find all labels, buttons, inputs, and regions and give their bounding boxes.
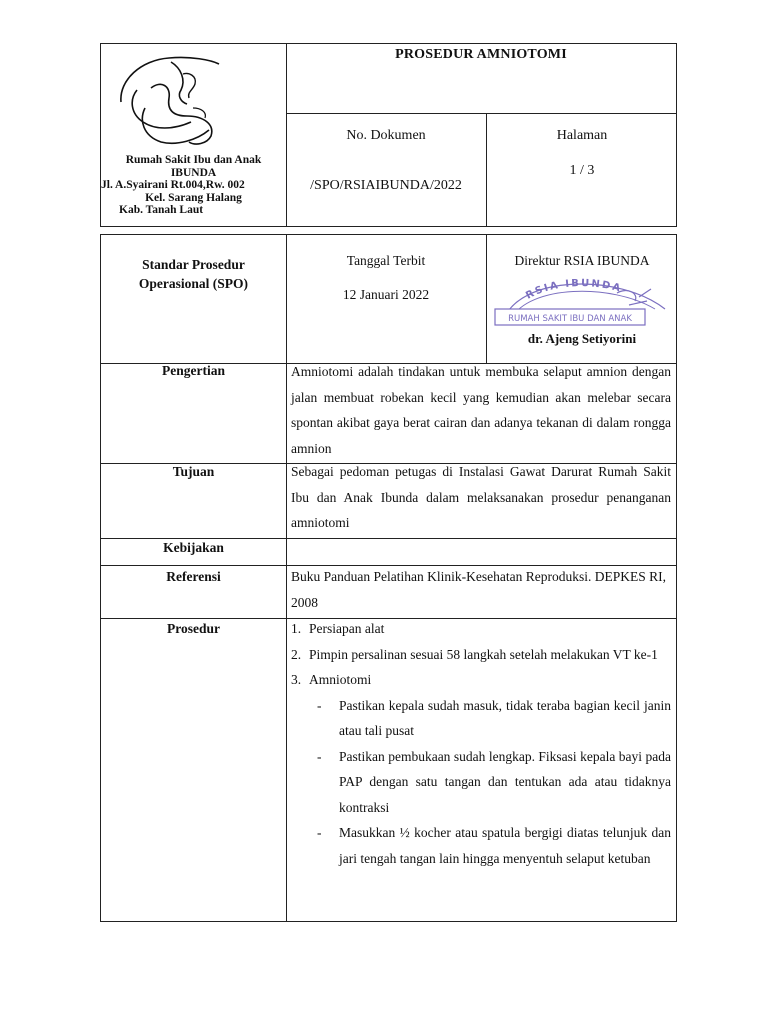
bullet-dash: - (317, 748, 322, 764)
bullet-dash: - (317, 825, 322, 840)
director-label: Direktur RSIA IBUNDA (514, 253, 650, 268)
list-item (291, 616, 671, 642)
director-name: dr. Ajeng Setiyorini (527, 331, 637, 346)
tujuan-label: Tujuan (172, 464, 215, 479)
issue-date-label: Tanggal Terbit (346, 253, 426, 268)
step-text: Pimpin persalinan sesuai 58 langkah setelah melakukan VT ke-1 (309, 646, 658, 662)
pengertian-label: Pengertian (162, 363, 225, 378)
header-divider-row (286, 113, 676, 114)
issue-date-value: 12 Januari 2022 (342, 287, 430, 302)
referensi-label: Referensi (166, 569, 221, 584)
row-divider (101, 538, 676, 539)
spo-label (101, 255, 286, 293)
doc-number-value: /SPO/RSIAIBUNDA/2022 (310, 178, 462, 193)
substep-text: Pastikan pembukaan sudah lengkap. Fiksasi kepala bayi pada PAP dengan satu tangan dan tentukan ada atau tidaknya kontraksi (339, 748, 671, 815)
document-title: PROSEDUR AMNIOTOMI (395, 47, 567, 62)
doc-number-label: No. Dokumen (346, 128, 426, 143)
bullet-dash: - (317, 697, 322, 713)
prosedur-steps (291, 616, 671, 693)
step-number: 2. (291, 646, 302, 662)
step-text: Amniotomi (309, 672, 372, 687)
list-item (291, 820, 671, 871)
list-item (291, 667, 671, 693)
substep-text: Pastikan kepala sudah masuk, tidak teraba bagian kecil janin atau tali pusat (339, 697, 671, 738)
mother-child-logo-icon (111, 50, 231, 150)
tujuan-text: Sebagai pedoman petugas di Instalasi Gawat Darurat Rumah Sakit Ibu dan Anak Ibunda dalam melaksanakan prosedur penanganan amniotomi (291, 464, 671, 530)
col-divider (286, 235, 287, 921)
step-text: Persiapan alat (309, 621, 385, 636)
page-value: 1 / 3 (569, 163, 595, 178)
spo-table (100, 234, 677, 922)
address-line: Kab. Tanah Laut (119, 204, 204, 217)
list-item (291, 693, 671, 744)
list-item (291, 642, 671, 668)
prosedur-content (291, 616, 671, 871)
pengertian-text: Amniotomi adalah tindakan untuk membuka selaput amnion dengan jalan membuat robekan kecil yang kemudian akan melebar secara spontan akibat gaya berat cairan dan adanya tekanan di dalam rongga amnion (291, 364, 671, 456)
amniotomi-substeps (291, 693, 671, 872)
address-line: Jl. A.Syairani Rt.004,Rw. 002 (101, 179, 245, 192)
hospital-stamp-icon (489, 275, 674, 330)
hospital-address (101, 154, 286, 217)
kebijakan-label: Kebijakan (163, 540, 224, 555)
step-number: 3. (291, 672, 302, 687)
list-item (291, 744, 671, 821)
prosedur-label: Prosedur (167, 621, 220, 636)
stamp-top-text: RSIA IBUNDA (524, 278, 624, 302)
header-table (100, 43, 677, 227)
step-number: 1. (291, 621, 302, 636)
substep-text: Masukkan ½ kocher atau spatula bergigi diatas telunjuk dan jari tengah tangan lain hingga menyentuh selaput ketuban (339, 825, 671, 866)
stamp-bottom-text: RUMAH SAKIT IBU DAN ANAK (508, 314, 632, 324)
address-line: IBUNDA (170, 166, 217, 179)
address-line: Rumah Sakit Ibu dan Anak (125, 154, 262, 166)
referensi-text: Buku Panduan Pelatihan Klinik-Kesehatan Reproduksi. DEPKES RI, 2008 (291, 569, 666, 610)
page-label: Halaman (556, 128, 608, 143)
address-line: Kel. Sarang Halang (145, 191, 242, 204)
spo-label-text: Standar Prosedur Operasional (SPO) (138, 257, 249, 291)
